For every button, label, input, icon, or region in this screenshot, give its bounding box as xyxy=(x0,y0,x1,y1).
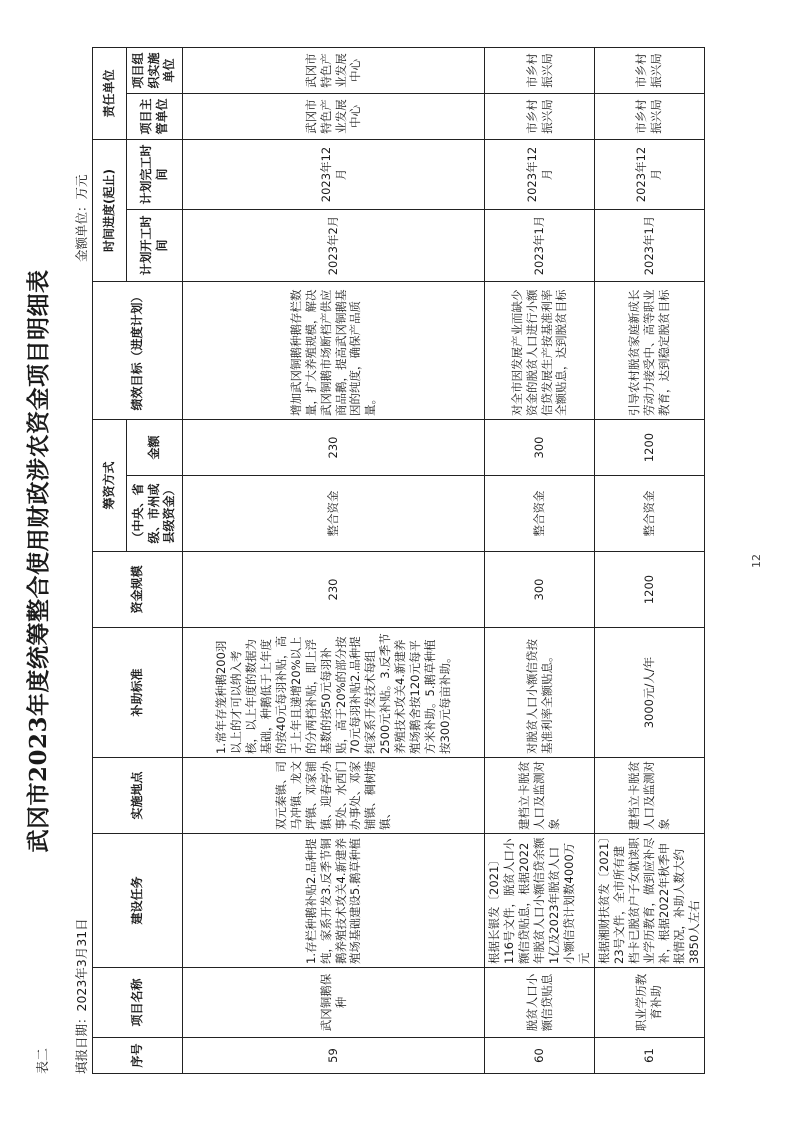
header-schedule: 时间进度(起止) xyxy=(93,140,127,282)
header-location: 实施地点 xyxy=(93,758,183,834)
cell-location: 双元秦镇、司马冲镇、龙文坪镇、邓家铺镇、迎春亭办事处、水西门办事处、邓家铺镇、稠树塘镇、 xyxy=(183,758,485,834)
header-project-name: 项目名称 xyxy=(93,968,183,1038)
header-standard: 补助标准 xyxy=(93,628,183,758)
cell-task: 根据长银发〔2021〕116号文件，脱贫人口小额信贷贴息，根据2022年脱贫人口小额信贷余额1亿及2023年脱贫人口小额信贷计划数4000万元 xyxy=(485,834,595,968)
cell-end: 2023年12月 xyxy=(485,140,595,210)
cell-end: 2023年12月 xyxy=(595,140,705,210)
cell-goal: 引导农村脱贫家庭新成长劳动力接受中、高等职业教育，达到稳定脱贫目标 xyxy=(595,282,705,420)
header-scale: 资金规模 xyxy=(93,552,183,628)
cell-supervisor: 市乡村振兴局 xyxy=(485,94,595,140)
cell-amount: 230 xyxy=(183,420,485,476)
header-end: 计划完工时间 xyxy=(127,140,183,210)
cell-fund-source: 整合资金 xyxy=(183,476,485,552)
page-number: 12 xyxy=(750,554,763,568)
cell-seq: 59 xyxy=(183,1038,485,1074)
cell-scale: 230 xyxy=(183,552,485,628)
cell-amount: 300 xyxy=(485,420,595,476)
cell-fund-source: 整合资金 xyxy=(595,476,705,552)
cell-seq: 60 xyxy=(485,1038,595,1074)
header-implementer: 项目组织实施单位 xyxy=(127,48,183,94)
cell-start: 2023年2月 xyxy=(183,210,485,282)
header-start: 计划开工时间 xyxy=(127,210,183,282)
cell-project-name: 职业学历教育补助 xyxy=(595,968,705,1038)
cell-scale: 300 xyxy=(485,552,595,628)
cell-supervisor: 武冈市特色产业发展中心 xyxy=(183,94,485,140)
amount-unit: 金额单位：万元 xyxy=(74,174,89,262)
header-task: 建设任务 xyxy=(93,834,183,968)
cell-scale: 1200 xyxy=(595,552,705,628)
header-seq: 序号 xyxy=(93,1038,183,1074)
cell-goal: 对全市因发展产业而缺少资金的脱贫人口进行小额信贷发展生产按基准利率全额贴息，达到脱贫目标 xyxy=(485,282,595,420)
cell-project-name: 脱贫人口小额信贷贴息 xyxy=(485,968,595,1038)
cell-task: 1.存栏种鹅补贴2.品种提纯，家系开发3.反季节铜鹅养殖技术攻关4.新建养殖场基础建设5.鹅草种植 xyxy=(183,834,485,968)
cell-end: 2023年12月 xyxy=(183,140,485,210)
page-title: 武冈市2023年度统筹整合使用财政涉农资金项目明细表 xyxy=(25,269,52,853)
cell-location: 建档立卡脱贫人口及监测对象 xyxy=(595,758,705,834)
table-row xyxy=(183,48,485,1074)
fill-date: 填报日期：2023年3月31日 xyxy=(74,918,89,1074)
cell-fund-source: 整合资金 xyxy=(485,476,595,552)
header-goal: 绩效目标（进度计划） xyxy=(93,282,183,420)
cell-supervisor: 市乡村振兴局 xyxy=(595,94,705,140)
cell-implementer: 武冈市特色产业发展中心 xyxy=(183,48,485,94)
header-fund-source: （中央、省级、市州或县级资金） xyxy=(127,476,183,552)
cell-amount: 1200 xyxy=(595,420,705,476)
cell-start: 2023年1月 xyxy=(595,210,705,282)
cell-standard: 对脱贫人口小额信贷按基准利率全额贴息。 xyxy=(485,628,595,758)
header-supervisor: 项目主管单位 xyxy=(127,94,183,140)
cell-task: 根据湘财扶贫发〔2021〕23号文件，全市所有建档卡已脱贫户子女就读职业学历教育，做到应补尽补，根据2022年秋季申报情况，补助人数大约3850人左右 xyxy=(595,834,705,968)
cell-location: 建档立卡脱贫人口及监测对象 xyxy=(485,758,595,834)
table-tag: 表二 xyxy=(36,1047,51,1074)
header-responsible: 责任单位 xyxy=(93,48,127,140)
header-funding-method: 筹资方式 xyxy=(93,420,127,552)
cell-implementer: 市乡村振兴局 xyxy=(485,48,595,94)
table-row xyxy=(485,48,595,1074)
cell-start: 2023年1月 xyxy=(485,210,595,282)
cell-standard: 1.常年存笼种鹅200羽以上的才可以纳入考核，以上年度的数据为基础，种鹅低于上年度的按40元每羽补贴，高于上年且递增20%以上的分两档补贴，即上浮基数的按50元每羽补贴，高于20%的部分按70元每羽补贴2.品种提纯家系开发技术每组2500元补贴。3.反季节养殖技术攻关4.新建养殖场鹅舍按120元每平方米补助。5.鹅草种植按300元每亩补助。 xyxy=(183,628,485,758)
cell-project-name: 武冈铜鹅保种 xyxy=(183,968,485,1038)
cell-seq: 61 xyxy=(595,1038,705,1074)
cell-standard: 3000元/人/年 xyxy=(595,628,705,758)
header-amount: 金额 xyxy=(127,420,183,476)
table-row xyxy=(595,48,705,1074)
project-table xyxy=(92,47,705,1074)
cell-implementer: 市乡村振兴局 xyxy=(595,48,705,94)
cell-goal: 增加武冈铜鹅种鹅存栏数量，扩大养殖规模，解决武冈铜鹅市场断档产供应商品鹅，提高武冈铜鹅基因的纯度，确保产品质量。 xyxy=(183,282,485,420)
